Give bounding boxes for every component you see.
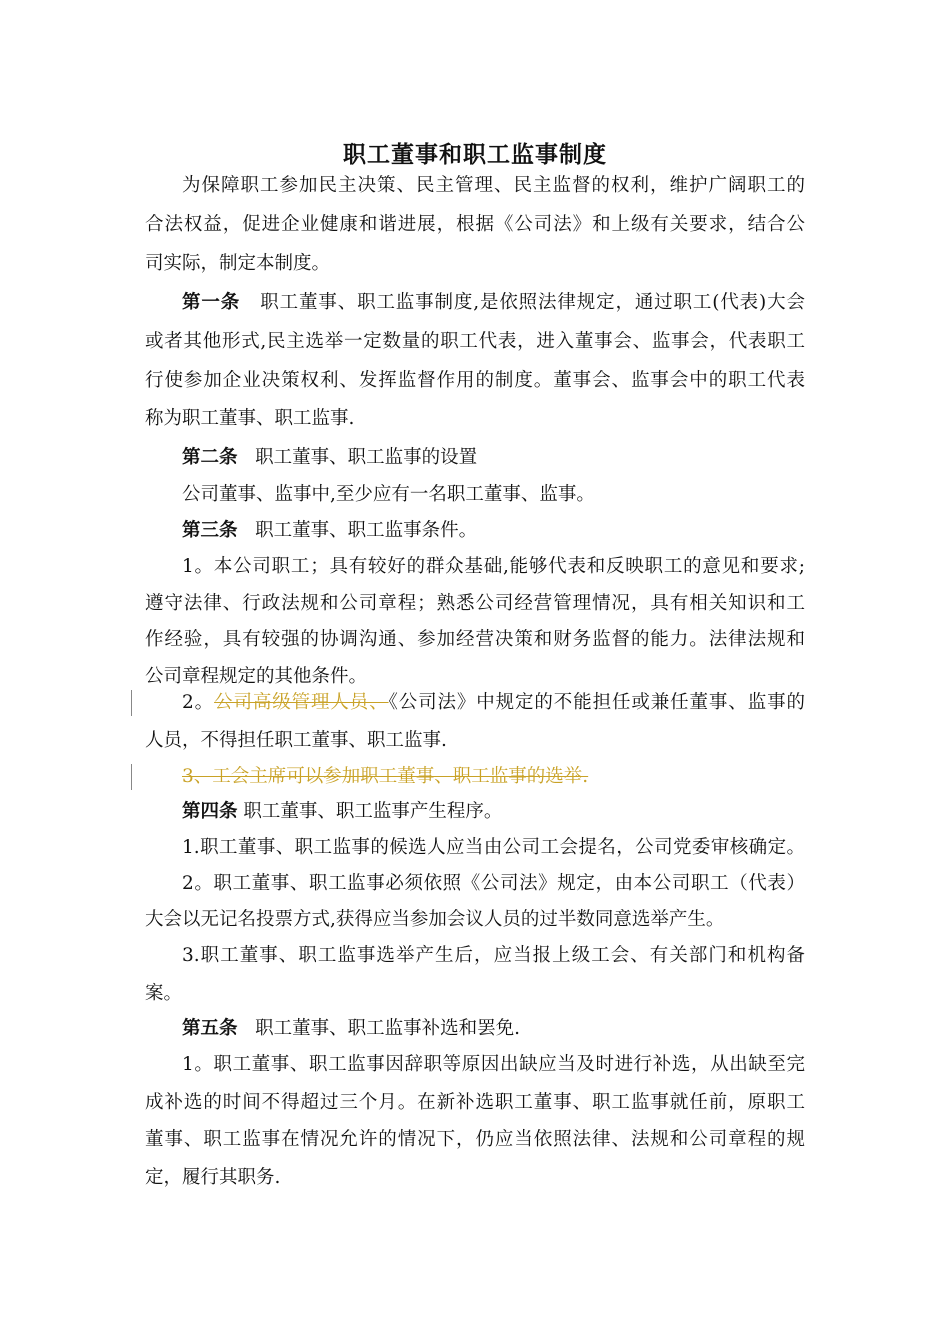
article-2-heading [182, 443, 805, 473]
article-5-label: 第五条 [182, 1018, 238, 1039]
article-5-heading [182, 1014, 805, 1044]
article-1-line-3: 行使参加企业决策权利、发挥监督作用的制度。董事会、监事会中的职工代表 [145, 370, 805, 391]
article-3-item2-line-1 [182, 688, 805, 718]
item2-prefix: 2。 [182, 692, 215, 713]
preamble-line-3: 司实际，制定本制度。 [145, 253, 331, 274]
deleted-text: 公司高级管理人员、 [214, 692, 389, 713]
article-5-item1-line-2: 成补选的时间不得超过三个月。在新补选职工董事、职工监事就任前，原职工 [145, 1092, 805, 1113]
article-4-heading [182, 797, 805, 827]
article-4-first: 职工董事、职工监事产生程序。 [243, 801, 503, 822]
article-2-label: 第二条 [182, 447, 238, 468]
article-3-item1-line-2: 遵守法律、行政法规和公司章程；熟悉公司经营管理情况，具有相关知识和工 [145, 593, 805, 614]
revision-bar [131, 764, 132, 790]
article-4-item3-line-1: 3.职工董事、职工监事选举产生后，应当报上级工会、有关部门和机构备 [182, 945, 805, 966]
article-5-item1-line-3: 董事、职工监事在情况允许的情况下，仍应当依照法律、法规和公司章程的规 [145, 1129, 805, 1150]
article-3-label: 第三条 [182, 520, 238, 541]
article-5-item1-line-4: 定，履行其职务. [145, 1167, 281, 1188]
article-5-first: 职工董事、职工监事补选和罢免. [255, 1018, 521, 1039]
preamble-line-2: 合法权益，促进企业健康和谐进展，根据《公司法》和上级有关要求，结合公 [145, 214, 805, 235]
article-4-item3-line-2: 案。 [145, 983, 183, 1004]
document-title: 职工董事和职工监事制度 [343, 142, 607, 168]
article-2-body: 公司董事、监事中,至少应有一名职工董事、监事。 [182, 484, 595, 505]
article-1-label: 第一条 [182, 292, 241, 313]
article-1-heading [182, 288, 805, 318]
deleted-text: 3、工会主席可以参加职工董事、职工监事的选举. [182, 766, 589, 787]
article-4-item2-line-1: 2。职工董事、职工监事必须依照《公司法》规定，由本公司职工（代表） [182, 873, 805, 894]
article-3-item1-line-1: 1。本公司职工；具有较好的群众基础,能够代表和反映职工的意见和要求; [182, 556, 805, 577]
article-4-item2-line-2: 大会以无记名投票方式,获得应当参加会议人员的过半数同意选举产生。 [145, 909, 725, 930]
article-3-item2-line-2: 人员，不得担任职工董事、职工监事. [145, 730, 447, 751]
article-1-line-2: 或者其他形式,民主选举一定数量的职工代表，进入董事会、监事会，代表职工 [145, 331, 805, 352]
article-3-item3-deleted [182, 762, 805, 792]
preamble-line-1: 为保障职工参加民主决策、民主管理、民主监督的权利，维护广阔职工的 [182, 175, 805, 196]
article-5-item1-line-1: 1。职工董事、职工监事因辞职等原因出缺应当及时进行补选，从出缺至完 [182, 1054, 805, 1075]
article-1-line-4: 称为职工董事、职工监事. [145, 408, 355, 429]
article-4-item1: 1.职工董事、职工监事的候选人应当由公司工会提名，公司党委审核确定。 [182, 837, 805, 858]
article-3-heading [182, 516, 805, 546]
article-3-item1-line-3: 作经验，具有较强的协调沟通、参加经营决策和财务监督的能力。法律法规和 [145, 629, 805, 650]
article-1-first: 职工董事、职工监事制度,是依照法律规定，通过职工(代表)大会 [260, 292, 805, 313]
article-2-first: 职工董事、职工监事的设置 [255, 447, 478, 468]
article-4-label: 第四条 [182, 801, 238, 822]
article-3-first: 职工董事、职工监事条件。 [255, 520, 478, 541]
article-3-item1-line-4: 公司章程规定的其他条件。 [145, 666, 368, 687]
revision-bar [131, 690, 132, 716]
item2-rest: 《公司法》中规定的不能担任或兼任董事、监事的 [388, 692, 805, 713]
